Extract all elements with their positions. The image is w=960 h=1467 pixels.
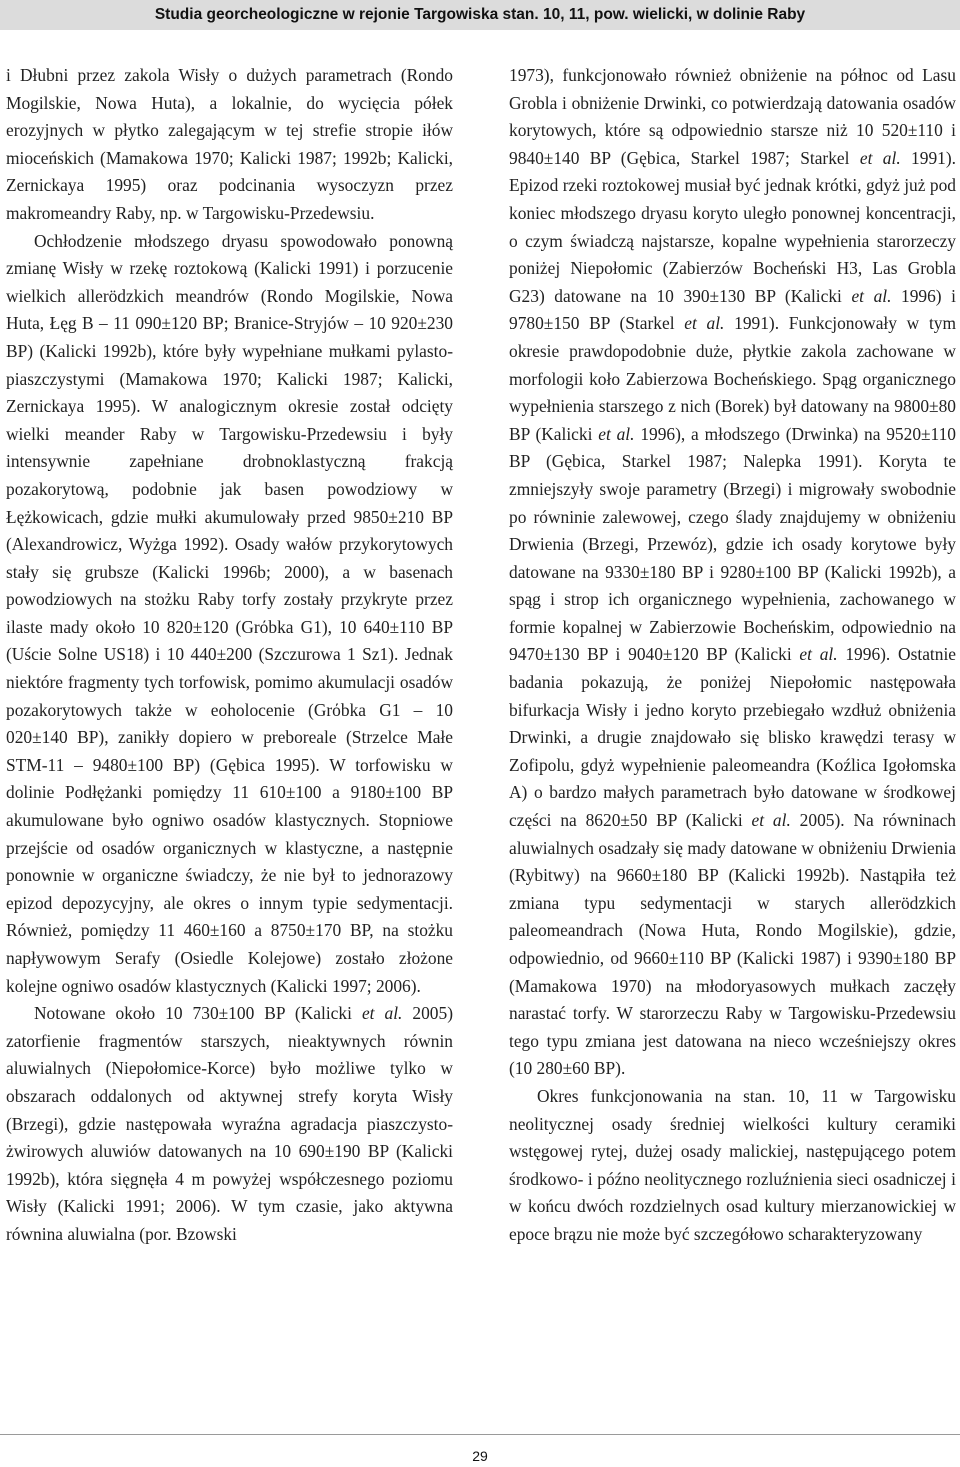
text-run: 1996), a młodszego (Drwinka) na 9520±110 BP (Gębica, Starkel 1987; Nalepka 1991). Koryta te zmniejszyły swoje parametry (Brzegi) i migrowały swobodnie po równinie zalewowej, czego ślady znajdujemy w obniżeniu Drwienia (Brzegi, Przewóz), gdzie ich osady korytowe były datowane na 9330±180 BP i 9280±100 BP (Kalicki 1992b), a spąg i strop ich organicznego wypełnienia, zachowanego w formie kopalnej w Zabierzowie Bocheńskim, odpowiednio na 9470±130 BP i 9040±120 BP (Kalicki <box>509 423 956 665</box>
page-number: 29 <box>472 1448 488 1464</box>
paragraph: Ochłodzenie młodszego dryasu spowodowało ponowną zmianę Wisły w rzekę roztokową (Kalicki 1991) i porzucenie wielkich allerödzkich meandrów (Rondo Mogilskie, Nowa Huta, Łęg B – 11 090±120 BP; Branice-Stryjów – 10 920±230 BP) (Kalicki 1992b), które były wypełniane mułkami pylasto-piaszczystymi (Mamakowa 1970; Kalicki 1987; Kalicki, Zernickaya 1995). W analogicznym okresie został odcięty wielki meander Raby w Targowisku-Przedewsiu i były intensywnie zapełniane drobnoklastyczną frakcją pozakorytową, podobnie jak basen powodziowy w Łężkowicach, gdzie mułki akumulowały przed 9850±210 BP (Alexandrowicz, Wyżga 1992). Osady wałów przykorytowych stały się grubsze (Kalicki 1996b; 2000), a w basenach powodziowych na stożku Raby torfy zostały przykryte przez ilaste mady około 10 820±120 (Grόbka G1), 10 640±110 BP (Uście Solne US18) i 10 440±200 (Szczurowa 1 Sz1). Jednak niektóre fragmenty tych torfowisk, pomimo akumulacji osadów pozakorytowych także w eoholocenie (Grόbka G1 – 10 020±140 BP), zanikły dopiero w preboreale (Strzelce Małe STM-11 – 9480±100 BP) (Gębica 1995). W torfowisku w dolinie Podłężanki pomiędzy 11 610±100 a 9180±100 BP akumulowane było ogniwo osadów klastycznych. Stopniowe przejście od osadów organicznych w klastyczne, a następnie ponownie w organiczne świadczy, że nie był to jednorazowy epizod depozycyjny, ale okres o innym typie sedymentacji. Również, pomiędzy 11 460±160 a 8750±170 BP, na stożku napływowym Serafy (Osiedle Kolejowe) zostało złożone kolejne ogniwo osadów klastycznych (Kalicki 1997; 2006). <box>6 230 453 996</box>
text-run: 1996) i 9780±150 BP (Starkel <box>509 285 956 334</box>
paragraph: i Dłubni przez zakola Wisły o dużych parametrach (Rondo Mogilskie, Nowa Huta), a lokalnie, do wycięcia półek erozyjnych w płytko zalegającym w tej strefie stropie iłów mioceńskich (Mamakowa 1970; Kalicki 1987; 1992b; Kalicki, Zernickaya 1995) oraz podcinania wysoczyzn przez makromeandry Raby, np. w Targowisku-Przedewsiu. <box>6 65 453 223</box>
italic-run: et al. <box>859 147 901 168</box>
text-run: 1996). Ostatnie badania pokazują, że poniżej Niepołomic następowała bifurkacja Wisły i jedno koryto przebiegało wzdłuż obniżenia Drwinki, a drugie znajdowało się blisko krawędzi terasy w Zofipolu, gdyż wypełnienie paleomeandra (Koźlica Igołomska A) o bardzo małych parametrach było datowane w środkowej części na 8620±50 BP (Kalicki <box>509 644 956 831</box>
running-head: Studia georcheologiczne w rejonie Targowiska stan. 10, 11, pow. wielicki, w dolinie Raby <box>0 0 960 30</box>
text-run: 1991). Funkcjonowały w tym okresie prawdopodobnie duże, płytkie zakola zachowane w morfologii koło Zabierzowa Bocheńskiego. Spąg organicznego wypełnienia starszego z nich (Borek) był datowany na 9800±80 BP (Kalicki <box>509 313 957 444</box>
italic-run: et al. <box>361 1003 403 1024</box>
right-column <box>509 62 956 1249</box>
text-run: 1991). Epizod rzeki roztokowej musiał być jednak krótki, gdyż już pod koniec młodszego dryasu koryto uległo ponownej koncentracji, o czym świadczą najstarsze, kopalne wypełnienia starorzeczy poniżej Niepołomic (Zabierzów Bocheński H3, Las Grobla G23) datowane na 10 390±130 BP (Kalicki <box>509 147 956 306</box>
text-run: 1973), funkcjonowało również obniżenie na północ od Lasu Grobla i obniżenie Drwinki, co potwierdzają datowania osadów korytowych, które są odpowiednio starsze niż 10 520±110 i 9840±140 BP (Gębica, Starkel 1987; Starkel <box>509 65 956 168</box>
text-run: 2005). Na równinach aluwialnych osadzały się mady datowane w obniżeniu Drwienia (Rybitwy) na 9660±180 BP (Kalicki 1992b). Nastąpiła też zmiana typu sedymentacji w starych allerödzkich paleomeandrach (Nowa Huta, Rondo Mogilskie), gdzie, odpowiednio, od 9660±110 BP (Kalicki 1987) i 9390±180 BP (Mamakowa 1970) na młodoryasowych mułkach zaczęły narastać torfy. W starorzeczu Raby w Targowisku-Przedewsiu tego typu zmiana jest datowana na nieco wcześniejszy okres (10 280±60 BP). <box>509 810 956 1079</box>
italic-run: et al. <box>799 644 838 665</box>
text-run: Notowane około 10 730±100 BP (Kalicki <box>34 1003 362 1024</box>
footer-divider <box>0 1434 960 1435</box>
italic-run: et al. <box>751 810 791 831</box>
italic-run: et al. <box>851 285 892 306</box>
italic-run: et al. <box>598 423 635 444</box>
text-run: 2005) zatorfienie fragmentów starszych, nieaktywnych równin aluwialnych (Niepołomice-Korce) było możliwe tylko w obszarach oddalonych od aktywnej strefy koryta Wisły (Brzegi), gdzie następowała wyraźna agradacja piaszczysto-żwirowych aluwiów datowanych na 10 690±190 BP (Kalicki 1992b), która sięgnęła 4 m powyżej współczesnego poziomu Wisły (Kalicki 1991; 2006). W tym czasie, jako aktywna równina aluwialna (por. Bzowski <box>6 1003 453 1244</box>
paragraph: Okres funkcjonowania na stan. 10, 11 w Targowisku neolitycznej osady średniej wielkości kultury ceramiki wstęgowej rytej, dużej osady malickiej, następującego potem środkowo- i późno neolitycznego rozluźnienia sieci osadniczej i w końcu dwóch rozdzielnych osad kultury mierzanowickiej w epoce brązu nie może być szczegółowo scharakteryzowany <box>509 1085 956 1244</box>
paragraph <box>6 1000 453 1248</box>
paragraph <box>509 62 956 1083</box>
left-column <box>6 62 453 1249</box>
italic-run: et al. <box>684 313 725 334</box>
